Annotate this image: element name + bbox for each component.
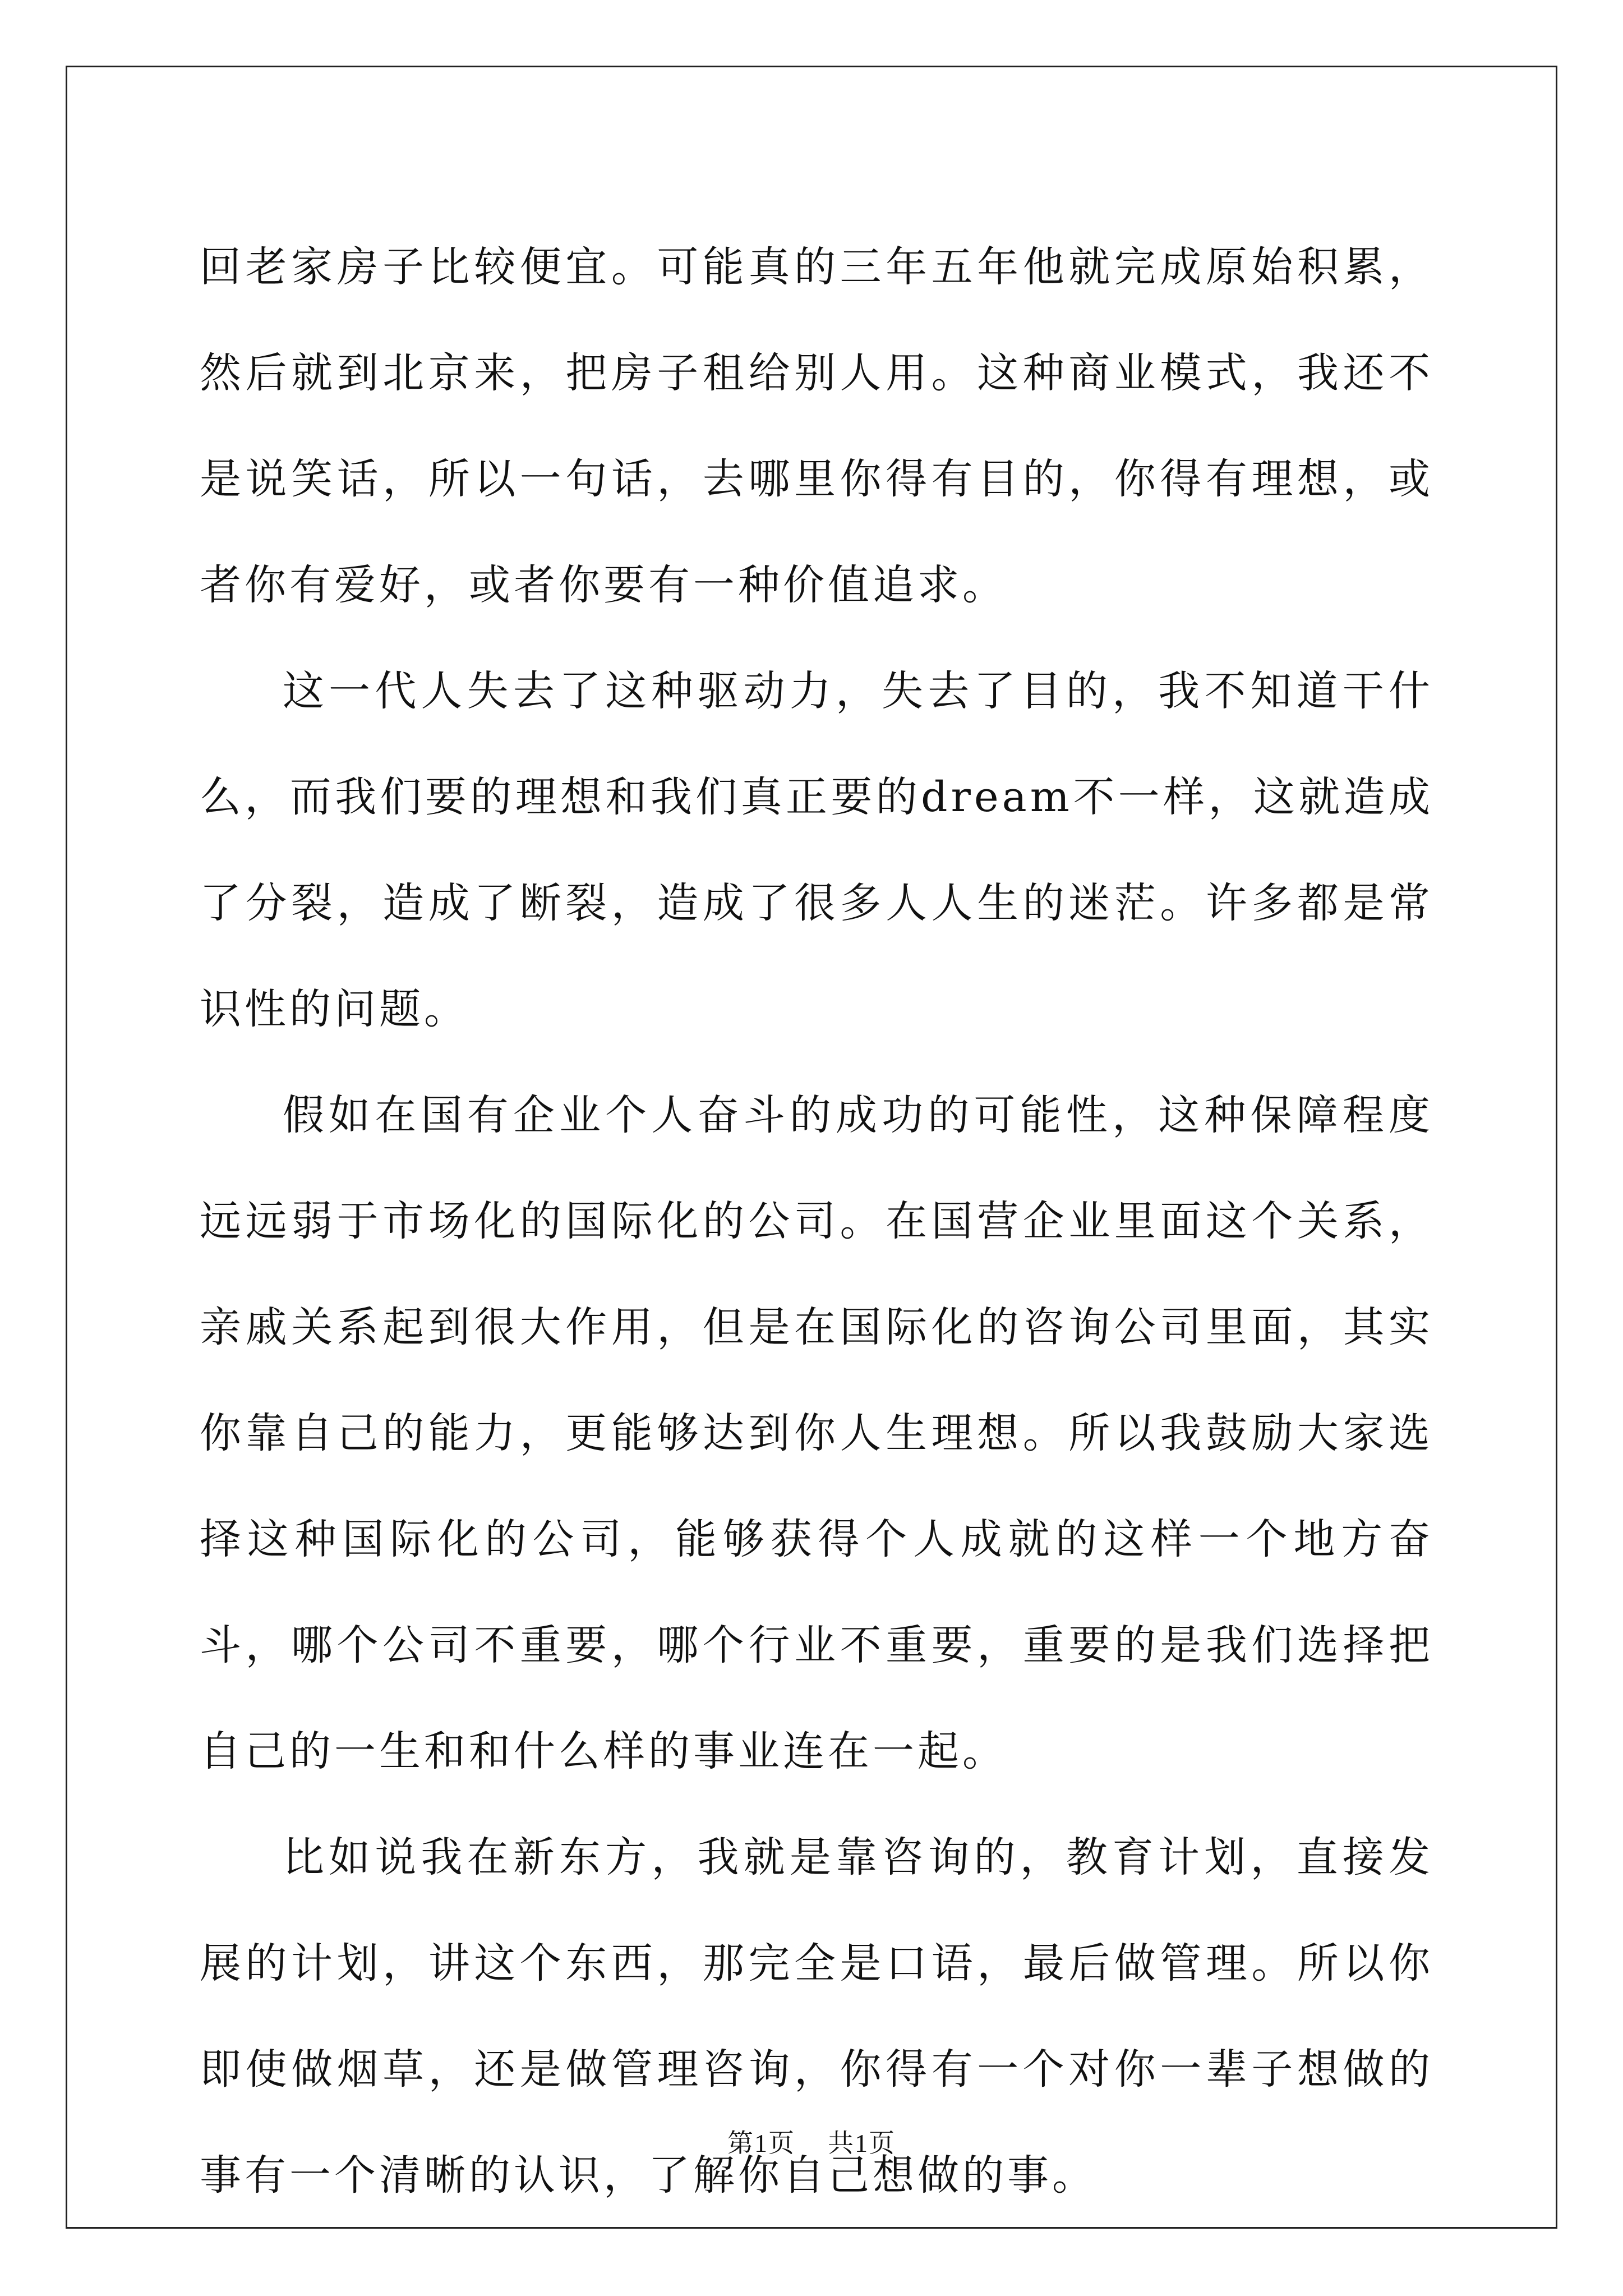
page-total: 共1页 xyxy=(828,2129,896,2157)
paragraph-3: 假如在国有企业个人奋斗的成功的可能性，这种保障程度远远弱于市场化的国际化的公司。在国营企业里面这个关系，亲戚关系起到很大作用，但是在国际化的咨询公司里面，其实你靠自己的能力，更能够达到你人生理想。所以我鼓励大家选择这种国际化的公司，能够获得个人成就的这样一个地方奋斗，哪个公司不重要，哪个行业不重要，重要的是我们选择把自己的一生和和什么样的事业连在一起。 xyxy=(200,1091,1433,1775)
page-footer xyxy=(0,2123,1623,2160)
document-body xyxy=(200,214,1433,2229)
paragraph-1: 回老家房子比较便宜。可能真的三年五年他就完成原始积累，然后就到北京来，把房子租给别人用。这种商业模式，我还不是说笑话，所以一句话，去哪里你得有目的，你得有理想，或者你有爱好，或者你要有一种价值追求。 xyxy=(200,243,1433,609)
paragraph-2: 这一代人失去了这种驱动力，失去了目的，我不知道干什么，而我们要的理想和我们真正要的dream不一样，这就造成了分裂，造成了断裂，造成了很多人人生的迷茫。许多都是常识性的问题。 xyxy=(200,667,1433,1033)
page-number: 第1页 xyxy=(727,2129,795,2157)
paragraph-4: 比如说我在新东方，我就是靠咨询的，教育计划，直接发展的计划，讲这个东西，那完全是口语，最后做管理。所以你即使做烟草，还是做管理咨询，你得有一个对你一辈子想做的事有一个清晰的认识，了解你自己想做的事。 xyxy=(200,1833,1433,2200)
